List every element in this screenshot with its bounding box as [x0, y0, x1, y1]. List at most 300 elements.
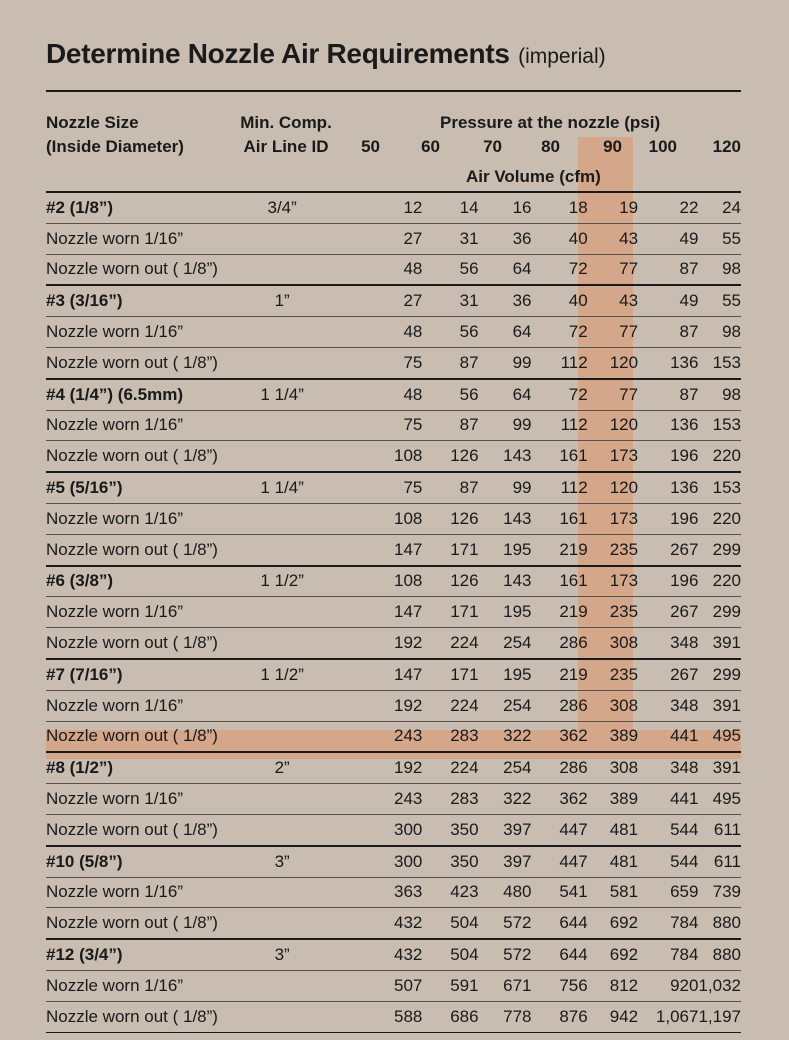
cfm-value-psi-70: 254 [503, 758, 532, 778]
nozzle-wear-row [46, 410, 741, 441]
cfm-value-psi-120: 495 [712, 726, 741, 746]
spacer-cell [340, 752, 368, 783]
cfm-value-psi-120: 611 [713, 819, 741, 839]
air-line-id-cell [225, 784, 340, 815]
cfm-value-psi-120: 220 [712, 446, 741, 466]
cfm-value-psi-70: 99 [512, 352, 532, 372]
cfm-value-psi-60: 504 [450, 945, 479, 965]
nozzle-wear-row [46, 721, 741, 752]
nozzle-size-cell: #3 (3/16”) [46, 291, 123, 311]
nozzle-wear-row [46, 223, 741, 254]
air-line-id-cell: 1 1/2” [260, 571, 304, 591]
nozzle-wear-row [46, 597, 741, 628]
cfm-value-psi-60: 56 [459, 322, 479, 342]
cfm-value-psi-90: 308 [609, 758, 639, 778]
cfm-value-psi-100: 544 [670, 819, 699, 839]
cfm-value-psi-60: 14 [459, 197, 479, 217]
cfm-value-psi-50: 108 [394, 446, 423, 466]
cfm-value-psi-60: 224 [450, 633, 479, 653]
cfm-value-psi-90: 77 [619, 384, 639, 404]
air-line-id-cell: 3” [274, 945, 290, 965]
cfm-value-psi-90: 173 [609, 446, 639, 466]
air-line-id-cell: 1 1/4” [260, 384, 304, 404]
nozzle-size-cell: Nozzle worn out ( 1/8”) [46, 633, 218, 653]
cfm-value-psi-60: 126 [450, 446, 479, 466]
header-psi-80: 80 [541, 137, 560, 156]
nozzle-size-row [46, 193, 741, 223]
cfm-value-psi-50: 48 [403, 384, 423, 404]
cfm-value-psi-90: 581 [609, 882, 639, 902]
cfm-value-psi-120: 220 [712, 508, 741, 528]
air-line-id-cell: 3/4” [267, 197, 297, 217]
air-line-id-cell [225, 597, 340, 628]
cfm-value-psi-80: 541 [559, 882, 588, 902]
cfm-value-psi-120: 153 [712, 352, 741, 372]
air-line-id-cell [225, 503, 340, 534]
cfm-value-psi-50: 75 [403, 352, 423, 372]
cfm-value-psi-90: 77 [619, 322, 639, 342]
air-line-id-cell: 3” [274, 851, 290, 871]
air-line-id-cell [225, 908, 340, 939]
header-psi-70: 70 [483, 137, 502, 156]
cfm-value-psi-100: 920 [670, 975, 699, 995]
cfm-value-psi-60: 591 [450, 975, 479, 995]
air-line-id-cell: 1 1/4” [260, 478, 304, 498]
title-subtitle: (imperial) [518, 45, 606, 68]
cfm-value-psi-80: 219 [559, 539, 588, 559]
cfm-value-psi-120: 739 [712, 882, 741, 902]
spacer-cell [340, 970, 368, 1001]
cfm-value-psi-50: 243 [394, 789, 423, 809]
cfm-value-psi-120: 495 [712, 789, 741, 809]
cfm-value-psi-70: 480 [503, 882, 532, 902]
cfm-value-psi-100: 784 [670, 913, 699, 933]
nozzle-size-cell: Nozzle worn out ( 1/8”) [46, 726, 218, 746]
cfm-value-psi-120: 98 [722, 322, 741, 342]
cfm-value-psi-50: 108 [394, 508, 423, 528]
cfm-value-psi-80: 644 [559, 913, 588, 933]
nozzle-size-cell: Nozzle worn 1/16” [46, 602, 184, 622]
cfm-value-psi-60: 31 [459, 228, 479, 248]
cfm-value-psi-120: 391 [712, 758, 741, 778]
cfm-value-psi-60: 171 [450, 664, 479, 684]
spacer-cell [340, 1001, 368, 1032]
nozzle-size-cell: #10 (5/8”) [46, 851, 123, 871]
cfm-value-psi-80: 644 [559, 945, 588, 965]
cfm-value-psi-120: 24 [722, 197, 741, 217]
nozzle-size-cell: Nozzle worn 1/16” [46, 322, 184, 342]
cfm-value-psi-80: 40 [568, 228, 588, 248]
nozzle-wear-row [46, 628, 741, 659]
cfm-value-psi-120: 98 [722, 384, 741, 404]
cfm-value-psi-90: 235 [609, 602, 639, 622]
cfm-value-psi-80: 286 [559, 758, 588, 778]
header-min-comp: Min. Comp. [240, 113, 332, 132]
cfm-value-psi-70: 16 [512, 197, 532, 217]
cfm-value-psi-70: 322 [503, 726, 532, 746]
cfm-value-psi-80: 362 [559, 789, 588, 809]
cfm-value-psi-70: 195 [503, 664, 532, 684]
nozzle-size-cell: #4 (1/4”) (6.5mm) [46, 384, 183, 404]
nozzle-wear-row [46, 908, 741, 939]
nozzle-size-cell: Nozzle worn 1/16” [46, 882, 184, 902]
cfm-value-psi-60: 171 [450, 602, 479, 622]
cfm-value-psi-100: 136 [670, 415, 699, 435]
cfm-value-psi-80: 447 [559, 851, 588, 871]
nozzle-size-row [46, 752, 741, 783]
air-line-id-cell [225, 721, 340, 752]
cfm-value-psi-120: 391 [712, 695, 741, 715]
cfm-value-psi-100: 49 [679, 228, 699, 248]
cfm-value-psi-50: 147 [394, 602, 423, 622]
cfm-value-psi-70: 143 [503, 446, 532, 466]
header-pressure-label: Pressure at the nozzle (psi) [440, 113, 661, 132]
cfm-value-psi-60: 126 [450, 571, 479, 591]
cfm-value-psi-80: 18 [568, 197, 588, 217]
spacer-cell [340, 534, 368, 565]
spacer-cell [340, 503, 368, 534]
cfm-value-psi-50: 12 [403, 197, 423, 217]
spacer-cell [340, 814, 368, 845]
nozzle-size-cell: Nozzle worn out ( 1/8”) [46, 913, 218, 933]
cfm-value-psi-70: 572 [503, 913, 532, 933]
header-psi-50: 50 [361, 137, 380, 156]
cfm-value-psi-80: 72 [568, 259, 588, 279]
spacer-cell [340, 410, 368, 441]
cfm-value-psi-90: 942 [609, 1006, 639, 1026]
spacer-cell [340, 846, 368, 877]
cfm-value-psi-80: 72 [568, 322, 588, 342]
cfm-value-psi-80: 112 [560, 478, 588, 498]
cfm-value-psi-90: 308 [609, 633, 639, 653]
air-line-id-cell [225, 877, 340, 908]
cfm-value-psi-100: 196 [670, 446, 699, 466]
cfm-value-psi-120: 299 [712, 539, 741, 559]
nozzle-size-cell: Nozzle worn 1/16” [46, 415, 184, 435]
cfm-value-psi-60: 31 [459, 291, 479, 311]
cfm-value-psi-70: 397 [503, 819, 532, 839]
air-line-id-cell: 1 1/2” [260, 664, 304, 684]
cfm-value-psi-90: 173 [609, 571, 639, 591]
cfm-value-psi-60: 224 [450, 695, 479, 715]
nozzle-size-row [46, 379, 741, 410]
cfm-value-psi-50: 147 [394, 664, 423, 684]
cfm-value-psi-100: 267 [670, 664, 699, 684]
cfm-value-psi-100: 22 [679, 197, 699, 217]
nozzle-size-row [46, 846, 741, 877]
nozzle-wear-row [46, 317, 741, 348]
cfm-value-psi-90: 692 [609, 913, 639, 933]
spacer-cell [340, 223, 368, 254]
cfm-value-psi-80: 219 [559, 664, 588, 684]
cfm-value-psi-70: 64 [512, 322, 532, 342]
nozzle-size-cell: Nozzle worn out ( 1/8”) [46, 1006, 218, 1026]
spacer-cell [340, 597, 368, 628]
cfm-value-psi-70: 99 [512, 478, 532, 498]
cfm-value-psi-70: 143 [503, 508, 532, 528]
air-line-id-cell [225, 347, 340, 378]
header-air-volume: Air Volume (cfm) [466, 167, 601, 186]
cfm-value-psi-70: 195 [503, 539, 532, 559]
air-line-id-cell [225, 223, 340, 254]
cfm-value-psi-120: 299 [712, 664, 741, 684]
cfm-value-psi-80: 219 [559, 602, 588, 622]
cfm-value-psi-60: 686 [450, 1006, 479, 1026]
header-psi-120: 120 [712, 137, 741, 156]
cfm-value-psi-50: 507 [394, 975, 423, 995]
cfm-value-psi-70: 99 [512, 415, 532, 435]
nozzle-size-cell: Nozzle worn 1/16” [46, 789, 184, 809]
cfm-value-psi-100: 267 [670, 602, 699, 622]
cfm-value-psi-100: 87 [679, 322, 699, 342]
air-line-id-cell [225, 534, 340, 565]
cfm-value-psi-80: 756 [559, 975, 588, 995]
cfm-value-psi-120: 153 [712, 478, 741, 498]
cfm-value-psi-90: 173 [609, 508, 639, 528]
air-line-id-cell: 2” [274, 758, 290, 778]
cfm-value-psi-100: 87 [679, 384, 699, 404]
cfm-value-psi-80: 286 [559, 695, 588, 715]
header-psi-100: 100 [648, 137, 677, 156]
spacer-cell [340, 347, 368, 378]
spacer-cell [340, 193, 368, 223]
cfm-value-psi-60: 224 [450, 758, 479, 778]
nozzle-size-row [46, 472, 741, 503]
cfm-value-psi-120: 220 [712, 571, 741, 591]
nozzle-size-cell: Nozzle worn 1/16” [46, 695, 184, 715]
air-line-id-cell [225, 410, 340, 441]
spacer-cell [340, 939, 368, 970]
nozzle-size-cell: Nozzle worn out ( 1/8”) [46, 259, 218, 279]
cfm-value-psi-100: 136 [670, 478, 699, 498]
spacer-cell [340, 379, 368, 410]
cfm-value-psi-90: 19 [619, 197, 639, 217]
cfm-value-psi-90: 692 [609, 945, 639, 965]
nozzle-size-row [46, 566, 741, 597]
nozzle-wear-row [46, 1001, 741, 1032]
nozzle-size-cell: #6 (3/8”) [46, 571, 114, 591]
header-nozzle-size: Nozzle Size [46, 113, 139, 132]
cfm-value-psi-90: 235 [609, 539, 639, 559]
cfm-value-psi-70: 143 [503, 571, 532, 591]
cfm-value-psi-120: 880 [712, 913, 741, 933]
cfm-value-psi-100: 267 [670, 539, 699, 559]
cfm-value-psi-100: 659 [670, 882, 699, 902]
cfm-value-psi-100: 196 [670, 508, 699, 528]
cfm-value-psi-70: 322 [503, 789, 532, 809]
cfm-value-psi-80: 447 [559, 819, 588, 839]
cfm-value-psi-60: 126 [450, 508, 479, 528]
cfm-value-psi-90: 120 [609, 415, 639, 435]
cfm-value-psi-70: 36 [512, 228, 532, 248]
cfm-value-psi-70: 397 [503, 851, 532, 871]
cfm-value-psi-80: 161 [559, 446, 588, 466]
spacer-cell [340, 254, 368, 285]
header-inside-diameter: (Inside Diameter) [46, 137, 184, 156]
spacer-cell [340, 784, 368, 815]
cfm-value-psi-50: 147 [394, 539, 423, 559]
cfm-value-psi-120: 153 [712, 415, 741, 435]
nozzle-size-cell: #2 (1/8”) [46, 197, 114, 217]
nozzle-wear-row [46, 690, 741, 721]
cfm-value-psi-90: 43 [619, 291, 639, 311]
cfm-value-psi-120: 391 [712, 633, 741, 653]
cfm-value-psi-70: 254 [503, 695, 532, 715]
cfm-value-psi-80: 286 [559, 633, 588, 653]
cfm-value-psi-80: 112 [560, 415, 588, 435]
cfm-value-psi-90: 120 [609, 478, 639, 498]
cfm-value-psi-90: 308 [609, 695, 639, 715]
spacer-cell [340, 441, 368, 472]
cfm-value-psi-80: 72 [568, 384, 588, 404]
cfm-value-psi-60: 171 [450, 539, 479, 559]
cfm-value-psi-60: 87 [459, 478, 479, 498]
nozzle-size-cell: Nozzle worn out ( 1/8”) [46, 446, 218, 466]
cfm-value-psi-80: 40 [568, 291, 588, 311]
nozzle-size-cell: #8 (1/2”) [46, 758, 114, 778]
cfm-value-psi-80: 161 [559, 571, 588, 591]
cfm-value-psi-50: 363 [394, 882, 423, 902]
cfm-value-psi-70: 64 [512, 259, 532, 279]
nozzle-size-cell: Nozzle worn 1/16” [46, 508, 184, 528]
nozzle-wear-row [46, 503, 741, 534]
cfm-value-psi-60: 56 [459, 259, 479, 279]
spacer-cell [340, 908, 368, 939]
nozzle-size-row [46, 939, 741, 970]
nozzle-air-table [46, 193, 741, 1033]
cfm-value-psi-120: 880 [712, 945, 741, 965]
nozzle-size-cell: Nozzle worn out ( 1/8”) [46, 352, 218, 372]
air-line-id-cell [225, 690, 340, 721]
air-line-id-cell [225, 317, 340, 348]
nozzle-wear-row [46, 784, 741, 815]
cfm-value-psi-50: 75 [403, 415, 423, 435]
header-psi-90: 90 [603, 137, 622, 156]
cfm-value-psi-120: 1,197 [698, 1006, 741, 1026]
cfm-value-psi-120: 55 [722, 291, 741, 311]
cfm-value-psi-70: 195 [503, 602, 532, 622]
cfm-value-psi-50: 300 [394, 851, 423, 871]
cfm-value-psi-50: 243 [394, 726, 423, 746]
cfm-value-psi-100: 1,067 [655, 1006, 699, 1026]
cfm-value-psi-50: 75 [403, 478, 423, 498]
cfm-value-psi-80: 362 [559, 726, 588, 746]
spacer-cell [340, 317, 368, 348]
cfm-value-psi-100: 87 [679, 259, 699, 279]
cfm-value-psi-60: 283 [450, 789, 479, 809]
cfm-value-psi-90: 235 [609, 664, 639, 684]
spacer-cell [340, 628, 368, 659]
air-line-id-cell [225, 441, 340, 472]
cfm-value-psi-60: 504 [450, 913, 479, 933]
cfm-value-psi-100: 196 [670, 571, 699, 591]
cfm-value-psi-120: 611 [713, 851, 741, 871]
nozzle-size-cell: #7 (7/16”) [46, 664, 123, 684]
nozzle-size-cell: #12 (3/4”) [46, 945, 123, 965]
cfm-value-psi-70: 778 [503, 1006, 532, 1026]
air-line-id-cell [225, 628, 340, 659]
cfm-value-psi-60: 56 [459, 384, 479, 404]
cfm-value-psi-50: 48 [403, 322, 423, 342]
cfm-value-psi-120: 299 [712, 602, 741, 622]
spacer-cell [340, 877, 368, 908]
cfm-value-psi-80: 161 [559, 508, 588, 528]
title-main: Determine Nozzle Air Requirements [46, 38, 510, 69]
cfm-value-psi-60: 283 [450, 726, 479, 746]
air-line-id-cell [225, 814, 340, 845]
cfm-value-psi-50: 192 [394, 695, 423, 715]
air-line-id-cell [225, 1001, 340, 1032]
spacer-cell [340, 566, 368, 597]
cfm-value-psi-90: 389 [609, 726, 639, 746]
cfm-value-psi-100: 136 [670, 352, 699, 372]
nozzle-wear-row [46, 347, 741, 378]
cfm-value-psi-100: 348 [670, 758, 699, 778]
page-title [46, 38, 606, 70]
nozzle-wear-row [46, 814, 741, 845]
cfm-value-psi-50: 192 [394, 758, 423, 778]
title-divider [46, 90, 741, 92]
air-line-id-cell [225, 254, 340, 285]
cfm-value-psi-100: 348 [670, 633, 699, 653]
cfm-value-psi-60: 350 [450, 819, 479, 839]
cfm-value-psi-70: 64 [512, 384, 532, 404]
nozzle-size-row [46, 285, 741, 316]
cfm-value-psi-120: 98 [722, 259, 741, 279]
spacer-cell [340, 721, 368, 752]
cfm-value-psi-50: 108 [394, 571, 423, 591]
cfm-value-psi-70: 572 [503, 945, 532, 965]
cfm-value-psi-90: 481 [609, 851, 639, 871]
cfm-value-psi-90: 120 [609, 352, 639, 372]
nozzle-size-cell: Nozzle worn 1/16” [46, 228, 184, 248]
cfm-value-psi-90: 481 [609, 819, 639, 839]
spacer-cell [340, 472, 368, 503]
cfm-value-psi-50: 432 [394, 913, 423, 933]
cfm-value-psi-50: 432 [394, 945, 423, 965]
cfm-value-psi-70: 36 [512, 291, 532, 311]
nozzle-wear-row [46, 970, 741, 1001]
cfm-value-psi-100: 784 [670, 945, 699, 965]
cfm-value-psi-50: 588 [394, 1006, 423, 1026]
cfm-value-psi-60: 87 [459, 415, 479, 435]
nozzle-size-cell: Nozzle worn out ( 1/8”) [46, 819, 218, 839]
cfm-value-psi-60: 87 [459, 352, 479, 372]
cfm-value-psi-100: 49 [679, 291, 699, 311]
cfm-value-psi-50: 300 [394, 819, 423, 839]
cfm-value-psi-90: 77 [619, 259, 639, 279]
spacer-cell [340, 659, 368, 690]
cfm-value-psi-100: 441 [670, 789, 699, 809]
cfm-value-psi-50: 27 [403, 228, 423, 248]
spacer-cell [340, 690, 368, 721]
nozzle-wear-row [46, 877, 741, 908]
cfm-value-psi-120: 1,032 [698, 975, 741, 995]
cfm-value-psi-50: 192 [394, 633, 423, 653]
cfm-value-psi-90: 812 [609, 975, 639, 995]
nozzle-size-cell: #5 (5/16”) [46, 478, 123, 498]
cfm-value-psi-50: 27 [403, 291, 423, 311]
cfm-value-psi-100: 544 [670, 851, 699, 871]
cfm-value-psi-100: 348 [670, 695, 699, 715]
header-psi-60: 60 [421, 137, 440, 156]
nozzle-wear-row [46, 534, 741, 565]
cfm-value-psi-90: 43 [619, 228, 639, 248]
cfm-value-psi-100: 441 [670, 726, 699, 746]
cfm-value-psi-80: 112 [560, 352, 588, 372]
cfm-value-psi-70: 671 [503, 975, 532, 995]
air-line-id-cell: 1” [274, 291, 290, 311]
